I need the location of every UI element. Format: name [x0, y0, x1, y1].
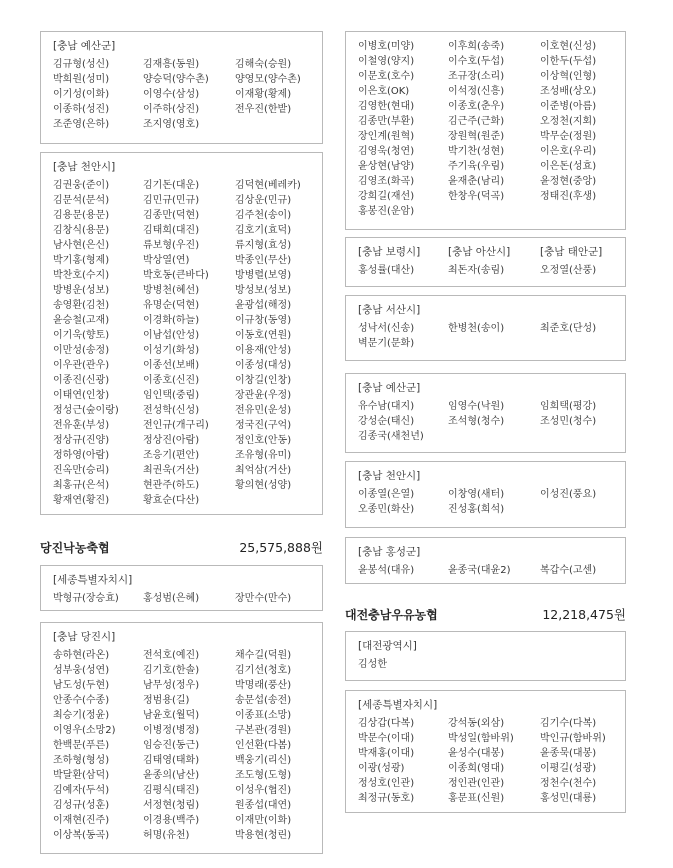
- member-name: 남윤호(월덕): [143, 710, 200, 721]
- member-name: 황재연(황진): [53, 495, 110, 506]
- member-name: 조성배(상오): [540, 86, 597, 97]
- region-title: [충남 서산시]: [358, 304, 421, 316]
- member-name: 김해숙(승원): [235, 59, 292, 70]
- member-name: 박상열(연): [143, 255, 190, 266]
- member-name: 임승진(동근): [143, 740, 200, 751]
- member-name: 최돈자(송림): [448, 265, 505, 276]
- member-name: 박성일(함바위): [448, 733, 514, 744]
- member-name: 남도성(두현): [53, 680, 110, 691]
- member-name: 김기선(청호): [235, 665, 292, 676]
- member-name: 이광(성광): [358, 763, 405, 774]
- member-name: 김영욱(청연): [358, 146, 415, 157]
- member-name: 장만수(만수): [235, 593, 292, 604]
- region-title: [충남 태안군]: [540, 246, 603, 258]
- cooperative-header: [40, 538, 323, 556]
- name-grid: [358, 657, 617, 672]
- member-name: 김권웅(준이): [53, 180, 110, 191]
- member-name: 이용재(안성): [235, 345, 292, 356]
- member-name: 윤종묵(대봉): [540, 748, 597, 759]
- region-title: [세종특별자치시]: [358, 699, 438, 711]
- member-name: 김영한(현대): [358, 101, 415, 112]
- name-grid: [53, 178, 314, 508]
- member-name: 오종민(화산): [358, 504, 415, 515]
- region-box-sejong: [345, 690, 626, 813]
- region-box-sejong: [40, 565, 323, 611]
- region-title: [충남 천안시]: [53, 161, 116, 173]
- member-name: 주기육(우림): [448, 161, 505, 172]
- member-name: 이종하(성진): [53, 104, 110, 115]
- member-name: 방병렬(보영): [235, 270, 292, 281]
- member-name: 송하현(라온): [53, 650, 110, 661]
- member-name: 전유훈(부성): [53, 420, 110, 431]
- member-name: 김종만(덕현): [143, 210, 200, 221]
- name-grid: [358, 487, 617, 517]
- member-name: 이만성(송정): [53, 345, 110, 356]
- member-name: 이병정(병정): [143, 725, 200, 736]
- member-name: 윤광섭(해정): [235, 300, 292, 311]
- member-name: 조성민(청수): [540, 416, 597, 427]
- member-name: 정인관(인관): [448, 778, 505, 789]
- region-box-daejeon: [345, 631, 626, 681]
- member-name: 최정규(동호): [358, 793, 415, 804]
- member-name: 최준호(단성): [540, 323, 597, 334]
- member-name: 이창길(인창): [235, 375, 292, 386]
- member-name: 김창식(용문): [53, 225, 110, 236]
- name-grid: [358, 263, 617, 278]
- member-name: 윤종의(남산): [143, 770, 200, 781]
- member-name: 윤승철(고재): [53, 315, 110, 326]
- member-name: 이동호(연원): [235, 330, 292, 341]
- member-name: 홍성범(은혜): [143, 593, 200, 604]
- member-name: 인선환(다봄): [235, 740, 292, 751]
- region-box-seosan: [345, 295, 626, 361]
- member-name: 김태영(태화): [143, 755, 200, 766]
- member-name: 이종표(소망): [235, 710, 292, 721]
- member-name: 이규창(동영): [235, 315, 292, 326]
- member-name: 이태연(인창): [53, 390, 110, 401]
- member-name: 구본관(경원): [235, 725, 292, 736]
- member-name: 전인규(개구리): [143, 420, 209, 431]
- member-name: 김재흥(동원): [143, 59, 200, 70]
- member-name: 이영우(소망2): [53, 725, 116, 736]
- name-grid: [53, 57, 314, 132]
- member-name: 오정천(지회): [540, 116, 597, 127]
- member-name: 이남섭(안성): [143, 330, 200, 341]
- member-name: 박문수(이대): [358, 733, 415, 744]
- member-name: 임희택(평강): [540, 401, 597, 412]
- member-name: 방병운(성보): [53, 285, 110, 296]
- member-name: 김평식(태진): [143, 785, 200, 796]
- name-grid: [53, 648, 314, 843]
- member-name: 류보형(우진): [143, 240, 200, 251]
- member-name: 강석동(외삼): [448, 718, 505, 729]
- member-name: 박기홍(형제): [53, 255, 110, 266]
- member-name: 윤재춘(남리): [448, 176, 505, 187]
- member-name: 이우관(관우): [53, 360, 110, 371]
- region-title: [충남 천안시]: [358, 470, 421, 482]
- member-name: 장관윤(우정): [235, 390, 292, 401]
- member-name: 성부웅(성연): [53, 665, 110, 676]
- member-name: 이평길(성광): [540, 763, 597, 774]
- member-name: 전유민(운성): [235, 405, 292, 416]
- member-name: 진옥만(승리): [53, 465, 110, 476]
- name-grid: [358, 39, 617, 219]
- member-name: 이석정(신흥): [448, 86, 505, 97]
- member-name: 김태희(대진): [143, 225, 200, 236]
- member-name: 이경화(하늘): [143, 315, 200, 326]
- member-name: 홍성민(대룡): [540, 793, 597, 804]
- member-name: 한병천(송이): [448, 323, 505, 334]
- member-name: 전석호(예진): [143, 650, 200, 661]
- member-name: 이상혁(인형): [540, 71, 597, 82]
- cooperative-amount: 12,218,475원: [542, 607, 626, 622]
- member-name: 이주하(상진): [143, 104, 200, 115]
- member-name: 류지형(효성): [235, 240, 292, 251]
- member-name: 안종수(수종): [53, 695, 110, 706]
- member-name: 정범용(길): [143, 695, 190, 706]
- member-name: 양영모(양수촌): [235, 74, 301, 85]
- member-name: 이철영(양지): [358, 56, 415, 67]
- member-name: 임인택(중림): [143, 390, 200, 401]
- member-name: 김근주(근화): [448, 116, 505, 127]
- cooperative-name: 당진낙농축협: [40, 540, 110, 555]
- member-name: 채수길(덕원): [235, 650, 292, 661]
- member-name: 조응기(편안): [143, 450, 200, 461]
- member-name: 원종섭(대연): [235, 800, 292, 811]
- member-name: 박종인(무산): [235, 255, 292, 266]
- region-box-continued: [345, 31, 626, 230]
- member-name: 이병호(미양): [358, 41, 415, 52]
- member-name: 진성홍(희석): [448, 504, 505, 515]
- member-name: 윤종국(대윤2): [448, 565, 511, 576]
- region-box-cheonan: [345, 461, 626, 528]
- member-name: 조준영(은하): [53, 119, 110, 130]
- name-grid: [53, 591, 314, 606]
- name-grid: [358, 321, 617, 351]
- member-name: 이상복(동곡): [53, 830, 110, 841]
- member-name: 정상규(진양): [53, 435, 110, 446]
- cooperative-header: [345, 605, 626, 623]
- member-name: 김상갑(다복): [358, 718, 415, 729]
- region-title: [충남 홍성군]: [358, 546, 421, 558]
- member-name: 최권욱(거산): [143, 465, 200, 476]
- member-name: 박희원(성미): [53, 74, 110, 85]
- member-name: 윤상현(남양): [358, 161, 415, 172]
- member-name: 홍봉진(운암): [358, 206, 415, 217]
- member-name: 정천수(천수): [540, 778, 597, 789]
- member-name: 김주천(송이): [235, 210, 292, 221]
- member-name: 전성학(신성): [143, 405, 200, 416]
- member-name: 정하영(아람): [53, 450, 110, 461]
- member-name: 한창우(덕곡): [448, 191, 505, 202]
- member-name: 이종열(은열): [358, 489, 415, 500]
- member-name: 이문호(호수): [358, 71, 415, 82]
- member-name: 김덕현(베레카): [235, 180, 301, 191]
- member-name: 김규형(성신): [53, 59, 110, 70]
- member-name: 윤성수(대봉): [448, 748, 505, 759]
- member-name: 박찬호(수지): [53, 270, 110, 281]
- member-name: 전우진(한밭): [235, 104, 292, 115]
- region-title: [충남 예산군]: [358, 382, 421, 394]
- member-name: 이한두(두섭): [540, 56, 597, 67]
- member-name: 성낙서(신송): [358, 323, 415, 334]
- member-name: 이종선(보배): [143, 360, 200, 371]
- member-name: 정성근(숲이랑): [53, 405, 119, 416]
- member-name: 최홍규(은석): [53, 480, 110, 491]
- member-name: 최억삼(거산): [235, 465, 292, 476]
- region-title: [충남 당진시]: [53, 631, 116, 643]
- region-box-cheonan: [40, 152, 323, 515]
- member-name: 이은호(OK): [358, 86, 410, 97]
- member-name: 복갑수(고센): [540, 565, 597, 576]
- member-name: 벽문기(문화): [358, 338, 415, 349]
- member-name: 박형규(장승효): [53, 593, 119, 604]
- member-name: 조지영(영호): [143, 119, 200, 130]
- member-name: 이종호(신진): [143, 375, 200, 386]
- member-name: 남사현(은신): [53, 240, 110, 251]
- region-box-hongseong: [345, 537, 626, 584]
- member-name: 김종국(새천년): [358, 431, 424, 442]
- member-name: 조도형(도형): [235, 770, 292, 781]
- member-name: 이성기(화성): [143, 345, 200, 356]
- member-name: 백웅기(리신): [235, 755, 292, 766]
- member-name: 이영수(삼성): [143, 89, 200, 100]
- member-name: 박재홍(이대): [358, 748, 415, 759]
- member-name: 윤정현(중앙): [540, 176, 597, 187]
- member-name: 김민규(민규): [143, 195, 200, 206]
- member-name: 한백문(푸른): [53, 740, 110, 751]
- cooperative-name: 대전충남우유농협: [345, 607, 438, 622]
- member-name: 조유형(유미): [235, 450, 292, 461]
- member-name: 양승덕(양수촌): [143, 74, 209, 85]
- member-name: 김문석(문석): [53, 195, 110, 206]
- member-name: 유명순(덕현): [143, 300, 200, 311]
- member-name: 정인호(안동): [235, 435, 292, 446]
- region-title: [대전광역시]: [358, 640, 417, 652]
- region-title: [충남 예산군]: [53, 40, 116, 52]
- member-name: 김성규(성훈): [53, 800, 110, 811]
- member-name: 정태진(후생): [540, 191, 597, 202]
- member-name: 김영조(화곡): [358, 176, 415, 187]
- cooperative-amount: 25,575,888원: [239, 540, 323, 555]
- name-grid: [358, 399, 617, 444]
- member-name: 홍문표(신원): [448, 793, 505, 804]
- member-name: 이성진(풍요): [540, 489, 597, 500]
- member-name: 장원혁(원준): [448, 131, 505, 142]
- member-name: 이종호(춘우): [448, 101, 505, 112]
- member-name: 박호동(큰바다): [143, 270, 209, 281]
- member-name: 이재현(진주): [53, 815, 110, 826]
- member-name: 방성보(성보): [235, 285, 292, 296]
- member-name: 박인규(함바위): [540, 733, 606, 744]
- member-name: 김기돈(대운): [143, 180, 200, 191]
- member-name: 조규장(소리): [448, 71, 505, 82]
- name-grid: [358, 716, 617, 806]
- member-name: 이재황(황제): [235, 89, 292, 100]
- member-name: 현관주(하도): [143, 480, 200, 491]
- member-name: 이후희(송죽): [448, 41, 505, 52]
- member-name: 정상진(아람): [143, 435, 200, 446]
- member-name: 김종만(부환): [358, 116, 415, 127]
- member-name: 이은호(우리): [540, 146, 597, 157]
- region-box-yesan: [40, 31, 323, 144]
- region-box-dangjin: [40, 622, 323, 854]
- member-name: 서정현(청림): [143, 800, 200, 811]
- member-name: 박달환(삼덕): [53, 770, 110, 781]
- member-name: 이은돈(성효): [540, 161, 597, 172]
- member-name: 방병천(혜선): [143, 285, 200, 296]
- region-title: [충남 보령시]: [358, 246, 421, 258]
- member-name: 정국진(구억): [235, 420, 292, 431]
- member-name: 정성호(인관): [358, 778, 415, 789]
- member-name: 김성한: [358, 659, 387, 670]
- member-name: 이창영(새터): [448, 489, 505, 500]
- member-name: 김호기(효덕): [235, 225, 292, 236]
- member-name: 김용문(용문): [53, 210, 110, 221]
- member-name: 오정열(산풍): [540, 265, 597, 276]
- member-name: 김기호(한솔): [143, 665, 200, 676]
- region-box-boryeong-asan-taean: [345, 237, 626, 287]
- member-name: 송영환(김천): [53, 300, 110, 311]
- member-name: 김상운(민규): [235, 195, 292, 206]
- member-name: 홍성률(대산): [358, 265, 415, 276]
- member-name: 장인계(원혁): [358, 131, 415, 142]
- member-name: 최승기(정윤): [53, 710, 110, 721]
- member-name: 이재만(이화): [235, 815, 292, 826]
- region-box-yesan: [345, 373, 626, 453]
- member-name: 김기수(다복): [540, 718, 597, 729]
- member-name: 윤봉석(대유): [358, 565, 415, 576]
- member-name: 황의현(성양): [235, 480, 292, 491]
- member-name: 이종성(대성): [235, 360, 292, 371]
- member-name: 김예자(두석): [53, 785, 110, 796]
- name-grid: [358, 563, 617, 578]
- member-name: 임영수(낙원): [448, 401, 505, 412]
- member-name: 조하형(형성): [53, 755, 110, 766]
- member-name: 박명래(풍산): [235, 680, 292, 691]
- member-name: 이기성(이화): [53, 89, 110, 100]
- member-name: 이수호(두섭): [448, 56, 505, 67]
- member-name: 허명(유천): [143, 830, 190, 841]
- member-name: 박무순(정원): [540, 131, 597, 142]
- member-name: 이경용(백주): [143, 815, 200, 826]
- member-name: 박기찬(성현): [448, 146, 505, 157]
- member-name: 강희길(재선): [358, 191, 415, 202]
- member-name: 유수남(대지): [358, 401, 415, 412]
- member-name: 이준병(아름): [540, 101, 597, 112]
- member-name: 황효순(다산): [143, 495, 200, 506]
- member-name: 송문섭(송전): [235, 695, 292, 706]
- member-name: 박용현(청린): [235, 830, 292, 841]
- member-name: 이성우(협진): [235, 785, 292, 796]
- member-name: 조석형(청수): [448, 416, 505, 427]
- region-titles: [358, 245, 617, 259]
- member-name: 이기욱(향토): [53, 330, 110, 341]
- region-title: [세종특별자치시]: [53, 574, 133, 586]
- member-name: 이종희(영대): [448, 763, 505, 774]
- member-name: 남무성(정우): [143, 680, 200, 691]
- member-name: 강성순(태신): [358, 416, 415, 427]
- member-name: 이종진(신광): [53, 375, 110, 386]
- region-title: [충남 아산시]: [448, 246, 511, 258]
- member-name: 이호현(신성): [540, 41, 597, 52]
